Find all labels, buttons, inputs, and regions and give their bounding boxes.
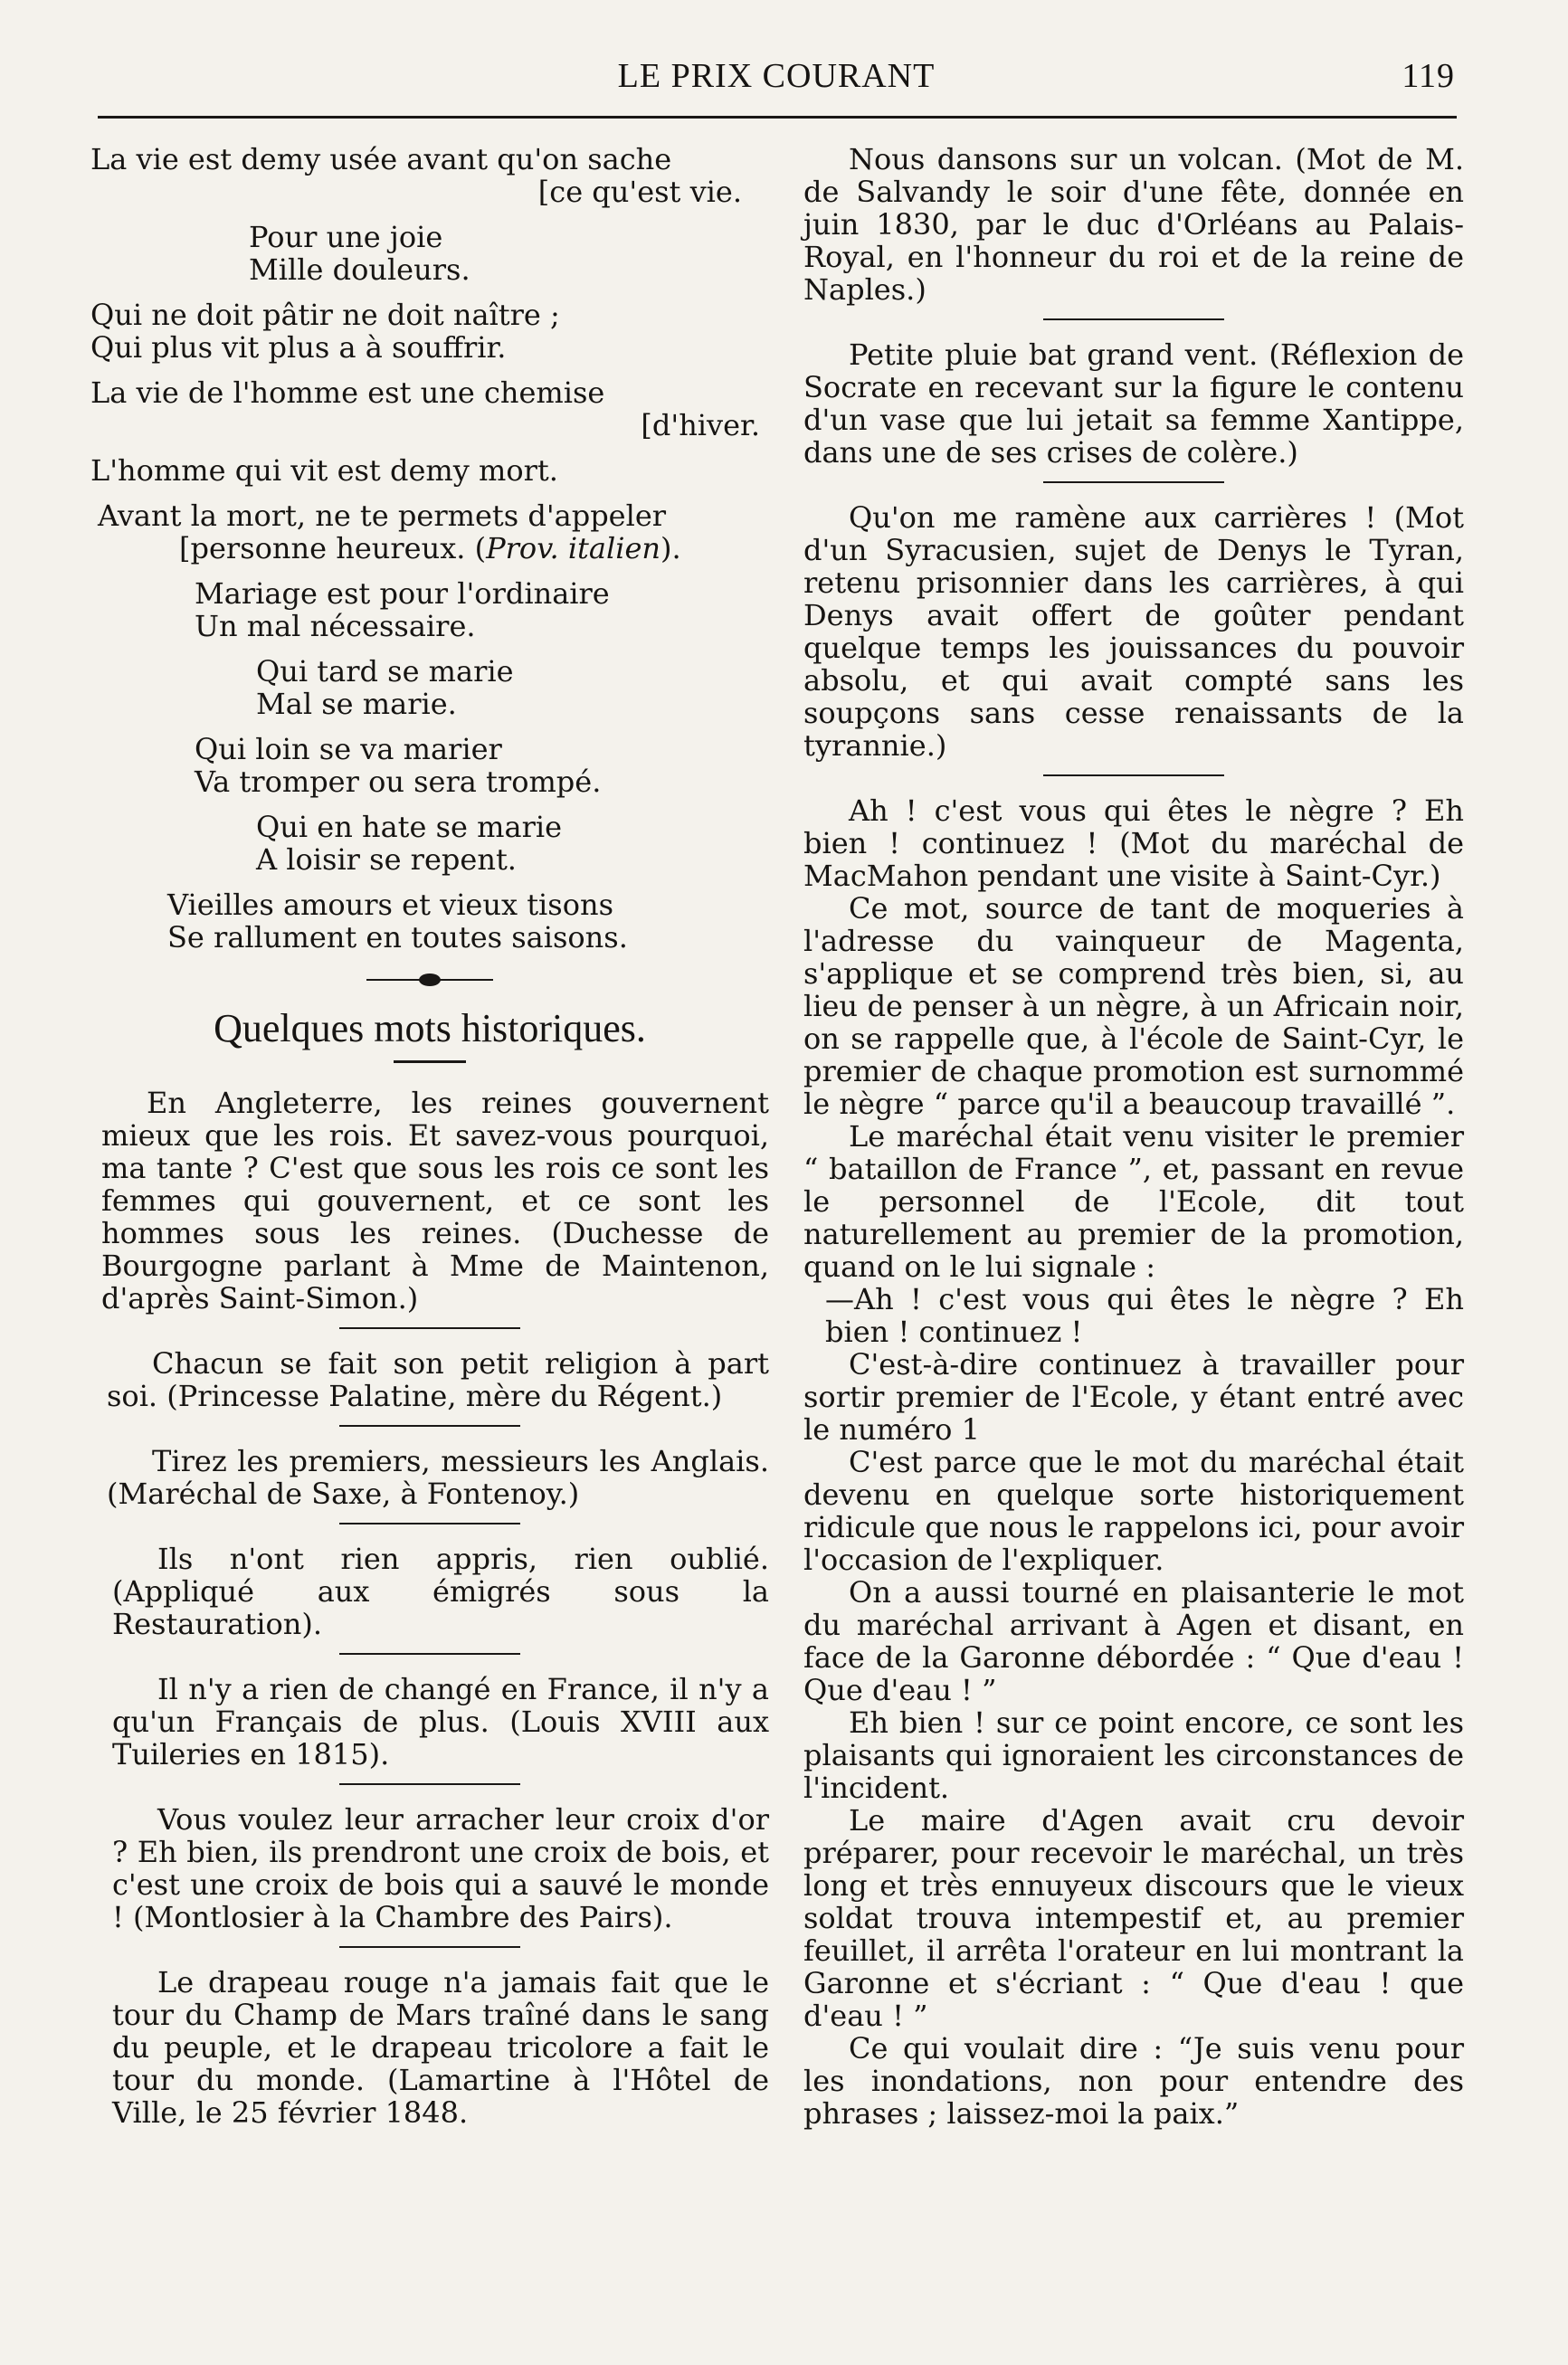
quote-paragraph: Ils n'ont rien appris, rien oublié. (Appliqué aux émigrés sous la Restauration).	[112, 1542, 769, 1641]
separator	[339, 1327, 520, 1329]
page-number: 119	[1402, 57, 1455, 95]
quote-paragraph: Tirez les premiers, messieurs les Anglais. (Maréchal de Saxe, à Fontenoy.)	[107, 1444, 769, 1511]
proverb-line: Va tromper ou sera trompé.	[195, 765, 602, 799]
quote-paragraph: Vous voulez leur arracher leur croix d'or ? Eh bien, ils prendront une croix de bois, et c'est une croix de bois qui a sauvé le monde ! (Montlosier à la Chambre des Pairs).	[112, 1802, 769, 1934]
proverb-line: La vie est demy usée avant qu'on sache	[90, 142, 672, 176]
commentary-paragraph: Eh bien ! sur ce point encore, ce sont les plaisants qui ignoraient les circonstances de l'incident.	[803, 1705, 1464, 1805]
page-header	[98, 56, 1455, 101]
separator	[1043, 318, 1224, 320]
ornament-divider	[366, 974, 493, 986]
proverb	[90, 143, 769, 208]
header-rule	[98, 116, 1457, 119]
commentary-paragraph: Le maire d'Agen avait cru devoir préparer, pour recevoir le maréchal, un très long et très ennuyeux discours que le vieux soldat trouva intempestif et, au premier feuillet, il arrêta l'orateur en lui montrant la Garonne et s'écriant : “ Que d'eau ! que d'eau ! ”	[803, 1803, 1464, 2033]
proverb-line: La vie de l'homme est une chemise	[90, 375, 605, 410]
separator	[339, 1783, 520, 1785]
proverb	[90, 733, 769, 798]
proverb-line: Qui en hate se marie	[256, 810, 563, 844]
proverb	[90, 811, 769, 876]
commentary-paragraph: Le maréchal était venu visiter le premier “ bataillon de France ”, et, passant en revue le personnel de l'Ecole, dit tout naturellement au premier de la promotion, quand on le lui signale :	[803, 1119, 1464, 1284]
proverb-line: Qui plus vit plus a à souffrir.	[90, 330, 507, 365]
proverb-line: Mariage est pour l'ordinaire	[195, 576, 610, 611]
proverb	[90, 376, 769, 442]
separator	[1043, 481, 1224, 483]
running-title: LE PRIX COURANT	[617, 57, 936, 95]
quote-paragraph: Chacun se fait son petit religion à part soi. (Princesse Palatine, mère du Régent.)	[107, 1346, 769, 1413]
proverb-line: Qui ne doit pâtir ne doit naître ;	[90, 298, 560, 332]
proverb	[90, 299, 769, 364]
separator	[339, 1523, 520, 1524]
quote-paragraph: Le drapeau rouge n'a jamais fait que le tour du Champ de Mars traîné dans le sang du peuple, et le drapeau tricolore a fait le tour du monde. (Lamartine à l'Hôtel de Ville, le 25 février 1848.	[112, 1965, 769, 2130]
commentary-paragraph: Ce qui voulait dire : “Je suis venu pour les inondations, non pour entendre des phrases ; laissez-moi la paix.”	[803, 2031, 1464, 2131]
proverb-line: Mille douleurs.	[249, 252, 470, 287]
commentary-paragraph: C'est parce que le mot du maréchal était devenu en quelque sorte historiquement ridicule que nous le rappelons ici, pour avoir l'occasion de l'expliquer.	[803, 1445, 1464, 1577]
quote-paragraph: Petite pluie bat grand vent. (Réflexion de Socrate en recevant sur la figure le contenu d'un vase que lui jetait sa femme Xantippe, dans une de ses crises de colère.)	[803, 337, 1464, 470]
proverb-line: Avant la mort, ne te permets d'appeler	[98, 499, 667, 533]
proverb	[90, 577, 769, 642]
proverb-line: [d'hiver.	[641, 408, 760, 442]
proverb	[90, 499, 769, 565]
separator	[339, 1425, 520, 1427]
separator	[339, 1946, 520, 1948]
section-title: Quelques mots historiques.	[214, 1006, 646, 1050]
separator	[339, 1653, 520, 1655]
quote-paragraph: Qu'on me ramène aux carrières ! (Mot d'un Syracusien, sujet de Denys le Tyran, retenu prisonnier dans les carrières, à qui Denys avait offert de goûter pendant quelque temps les jouissances du pouvoir absolu, et qui avait compté sans les soupçons sans cesse renaissants de la tyrannie.)	[803, 500, 1464, 763]
commentary-paragraph: —Ah ! c'est vous qui êtes le nègre ? Eh bien ! continuez !	[825, 1282, 1464, 1349]
proverb-line: L'homme qui vit est demy mort.	[90, 453, 558, 488]
right-column	[803, 143, 1464, 2130]
quote-paragraph: Ah ! c'est vous qui êtes le nègre ? Eh bien ! continuez ! (Mot du maréchal de MacMahon pendant une visite à Saint-Cyr.)	[803, 793, 1464, 893]
commentary-paragraph: On a aussi tourné en plaisanterie le mot du maréchal arrivant à Agen et disant, en face de la Garonne débordée : “ Que d'eau ! Que d'eau ! ”	[803, 1575, 1464, 1707]
proverb	[90, 454, 769, 487]
proverb-line: [personne heureux. (Prov. italien).	[179, 531, 681, 565]
proverb-line: Pour une joie	[249, 220, 443, 254]
proverb-line: Qui loin se va marier	[195, 732, 502, 766]
separator	[1043, 774, 1224, 776]
proverb-line: Vieilles amours et vieux tisons	[167, 888, 613, 922]
proverb-line: Un mal nécessaire.	[195, 609, 476, 643]
proverb-line: A loisir se repent.	[256, 842, 517, 877]
proverb-line: Qui tard se marie	[256, 654, 514, 689]
quote-paragraph: Il n'y a rien de changé en France, il n'y a qu'un Français de plus. (Louis XVIII aux Tuileries en 1815).	[112, 1672, 769, 1771]
quote-paragraph: En Angleterre, les reines gouvernent mieux que les rois. Et savez-vous pourquoi, ma tante ? C'est que sous les rois ce sont les femmes qui gouvernent, et ce sont les hommes sous les reines. (Duchesse de Bourgogne parlant à Mme de Maintenon, d'après Saint-Simon.)	[101, 1086, 769, 1315]
quote-paragraph: Nous dansons sur un volcan. (Mot de M. de Salvandy le soir d'une fête, donnée en juin 1830, par le duc d'Orléans au Palais-Royal, en l'honneur du roi et de la reine de Naples.)	[803, 142, 1464, 307]
proverb	[90, 221, 769, 286]
commentary-paragraph: C'est-à-dire continuez à travailler pour sortir premier de l'Ecole, y étant entré avec le numéro 1	[803, 1347, 1464, 1447]
left-column	[90, 143, 769, 2129]
proverb-line: Se rallument en toutes saisons.	[167, 920, 628, 955]
proverb-line: [ce qu'est vie.	[537, 175, 742, 209]
proverb	[90, 888, 769, 954]
commentary-paragraph: Ce mot, source de tant de moqueries à l'adresse du vainqueur de Magenta, s'applique et se comprend très bien, si, au lieu de penser à un nègre, à un Africain noir, on se rappelle que, à l'école de Saint-Cyr, le premier de chaque promotion est surnommé le nègre “ parce qu'il a beaucoup travaillé ”.	[803, 891, 1464, 1121]
proverb	[90, 655, 769, 720]
title-rule	[394, 1060, 466, 1063]
proverb-line: Mal se marie.	[256, 687, 457, 721]
